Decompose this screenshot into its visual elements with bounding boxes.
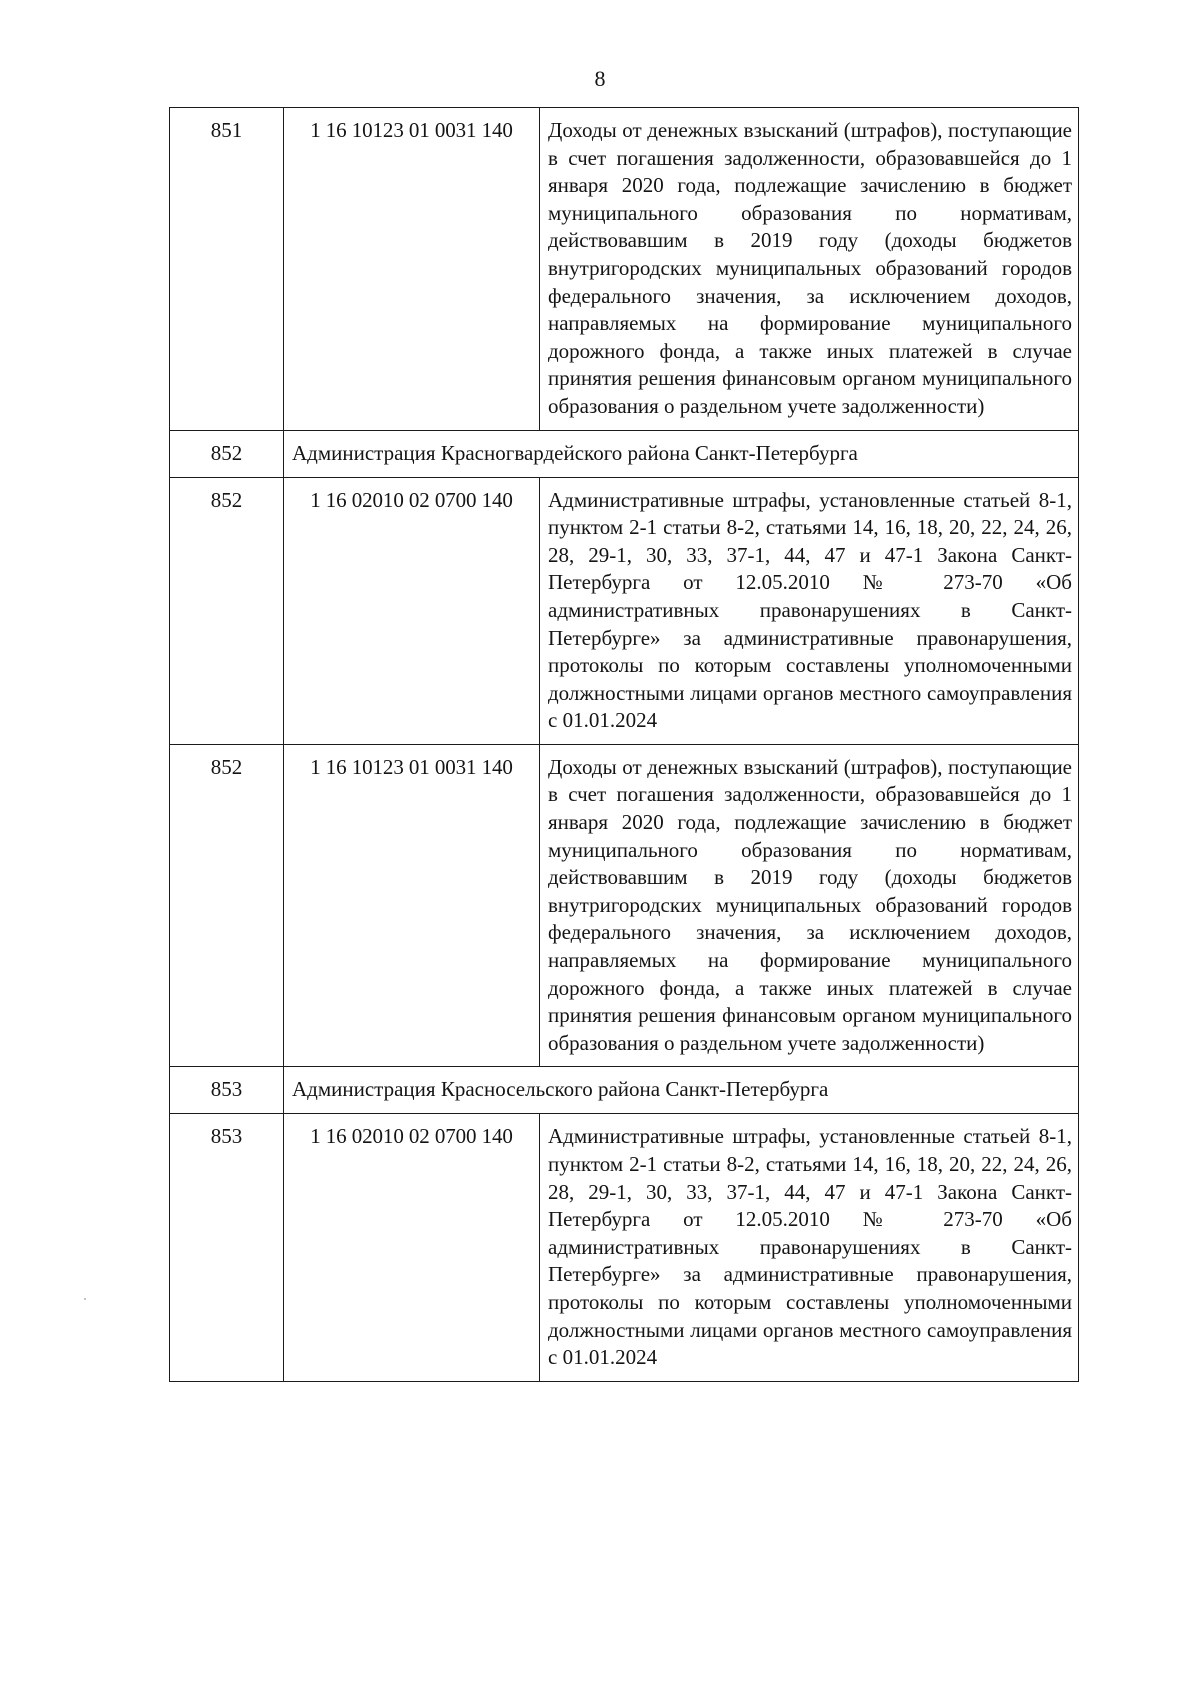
admin-code-cell: 853: [170, 1067, 284, 1114]
table-row: [170, 744, 1079, 1067]
admin-code-cell: 852: [170, 430, 284, 477]
kbk-code-cell: 1 16 10123 01 0031 140: [284, 108, 540, 431]
table-row: [170, 108, 1079, 431]
kbk-code-cell: 1 16 10123 01 0031 140: [284, 744, 540, 1067]
page-number: 8: [594, 66, 606, 91]
admin-code-cell: 852: [170, 744, 284, 1067]
organization-name-cell: Администрация Красногвардейского района Санкт-Петербурга: [284, 430, 1079, 477]
table-row-organization: [170, 1067, 1079, 1114]
admin-code-cell: 851: [170, 108, 284, 431]
table-row: [170, 477, 1079, 744]
budget-revenue-table: [169, 107, 1079, 1382]
description-cell: Административные штрафы, установленные статьей 8-1, пунктом 2-1 статьи 8-2, статьями 14, 16, 18, 20, 22, 24, 26, 28, 29-1, 30, 33, 37-1, 44, 47 и 47-1 Закона Санкт-Петербурга от 12.05.2010 № 273-70 «Об административных правонарушениях в Санкт-Петербурге» за административные правонарушения, протоколы по которым составлены уполномоченными должностными лицами органов местного самоуправления с 01.01.2024: [540, 1114, 1079, 1381]
table-row-organization: [170, 430, 1079, 477]
organization-name-cell: Администрация Красносельского района Санкт-Петербурга: [284, 1067, 1079, 1114]
description-cell: Административные штрафы, установленные статьей 8-1, пунктом 2-1 статьи 8-2, статьями 14, 16, 18, 20, 22, 24, 26, 28, 29-1, 30, 33, 37-1, 44, 47 и 47-1 Закона Санкт-Петербурга от 12.05.2010 № 273-70 «Об административных правонарушениях в Санкт-Петербурге» за административные правонарушения, протоколы по которым составлены уполномоченными должностными лицами органов местного самоуправления с 01.01.2024: [540, 477, 1079, 744]
table-row: [170, 1114, 1079, 1381]
kbk-code-cell: 1 16 02010 02 0700 140: [284, 477, 540, 744]
kbk-code-cell: 1 16 02010 02 0700 140: [284, 1114, 540, 1381]
description-cell: Доходы от денежных взысканий (штрафов), поступающие в счет погашения задолженности, образовавшейся до 1 января 2020 года, подлежащие зачислению в бюджет муниципального образования по нормативам, действовавшим в 2019 году (доходы бюджетов внутригородских муниципальных образований городов федерального значения, за исключением доходов, направляемых на формирование муниципального дорожного фонда, а также иных платежей в случае принятия решения финансовым органом муниципального образования о раздельном учете задолженности): [540, 744, 1079, 1067]
admin-code-cell: 853: [170, 1114, 284, 1381]
admin-code-cell: 852: [170, 477, 284, 744]
description-cell: Доходы от денежных взысканий (штрафов), поступающие в счет погашения задолженности, образовавшейся до 1 января 2020 года, подлежащие зачислению в бюджет муниципального образования по нормативам, действовавшим в 2019 году (доходы бюджетов внутригородских муниципальных образований городов федерального значения, за исключением доходов, направляемых на формирование муниципального дорожного фонда, а также иных платежей в случае принятия решения финансовым органом муниципального образования о раздельном учете задолженности): [540, 108, 1079, 431]
scan-artifact-dot: [84, 1298, 86, 1300]
